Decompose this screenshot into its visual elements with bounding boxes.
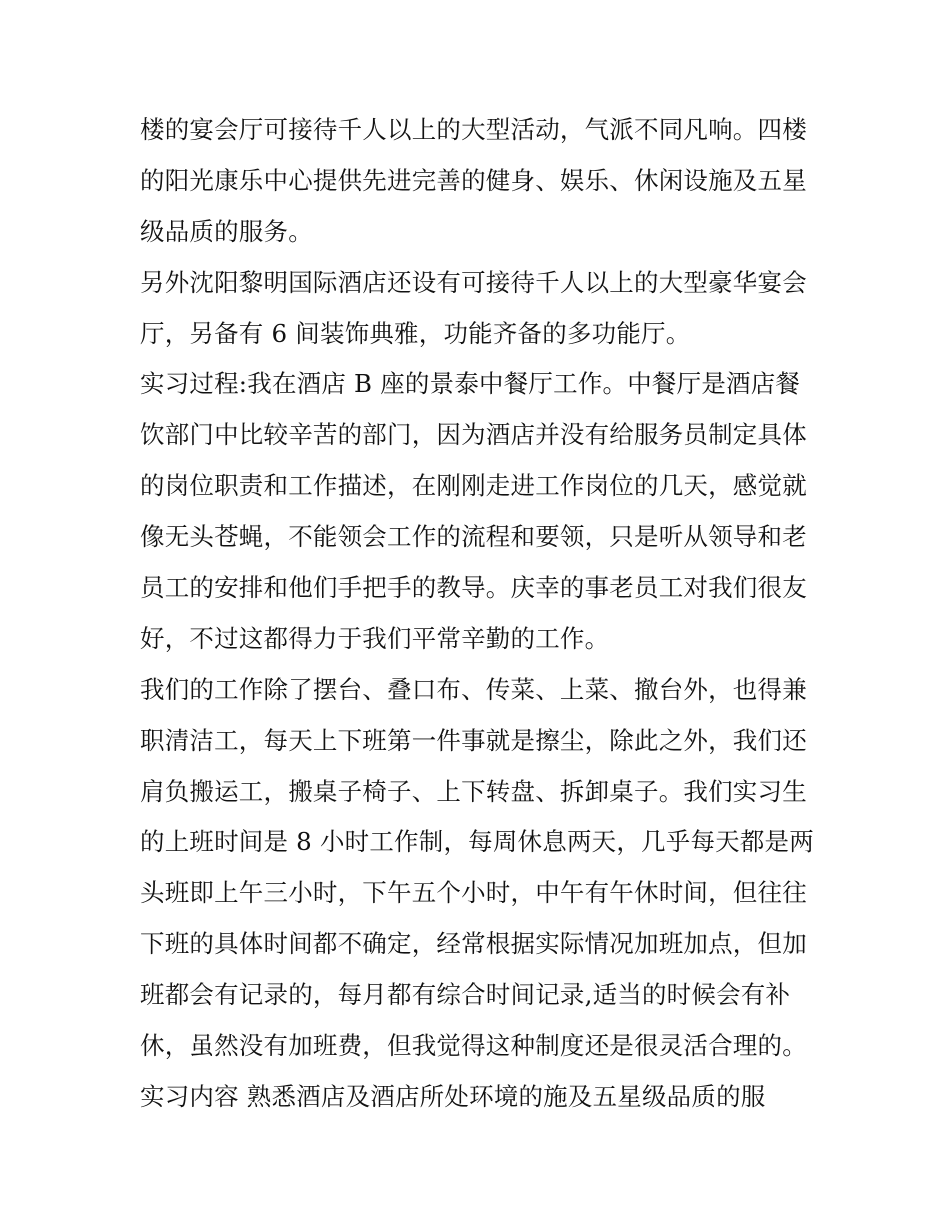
text-line-2: 的阳光康乐中心提供先进完善的健身、娱乐、休闲设施及五星 [140,166,807,195]
text-line-18: 班都会有记录的，每月都有综合时间记录,适当的时候会有补 [140,980,791,1009]
text-line-16: 头班即上午三小时，下午五个小时，中午有午休时间，但往往 [140,878,807,907]
text-line-19: 休，虽然没有加班费，但我觉得这种制度还是很灵活合理的。 [140,1031,807,1060]
text-line-7: 饮部门中比较辛苦的部门，因为酒店并没有给服务员制定具体 [140,420,807,449]
text-line-1: 楼的宴会厅可接待千人以上的大型活动，气派不同凡响。四楼 [140,115,807,144]
text-line-12: 我们的工作除了摆台、叠口布、传菜、上菜、撤台外，也得兼 [140,675,807,704]
text-line-13: 职清洁工，每天上下班第一件事就是擦尘，除此之外，我们还 [140,726,807,755]
text-line-8: 的岗位职责和工作描述，在刚刚走进工作岗位的几天，感觉就 [140,471,807,500]
text-line-15: 的上班时间是 8 小时工作制，每周休息两天，几乎每天都是两 [140,827,814,856]
text-line-3: 级品质的服务。 [140,217,313,246]
text-line-4: 另外沈阳黎明国际酒店还设有可接待千人以上的大型豪华宴会 [140,268,807,297]
text-line-9: 像无头苍蝇，不能领会工作的流程和要领，只是听从领导和老 [140,522,807,551]
text-line-6: 实习过程:我在酒店 B 座的景泰中餐厅工作。中餐厅是酒店餐 [140,369,801,398]
text-line-10: 员工的安排和他们手把手的教导。庆幸的事老员工对我们很友 [140,573,807,602]
text-line-17: 下班的具体时间都不确定，经常根据实际情况加班加点，但加 [140,929,807,958]
text-line-11: 好，不过这都得力于我们平常辛勤的工作。 [140,624,610,653]
text-line-20: 实习内容 熟悉酒店及酒店所处环境的施及五星级品质的服 [140,1082,766,1111]
text-line-5: 厅，另备有 6 间装饰典雅，功能齐备的多功能厅。 [140,319,691,348]
text-line-14: 肩负搬运工，搬桌子椅子、上下转盘、拆卸桌子。我们实习生 [140,777,807,806]
